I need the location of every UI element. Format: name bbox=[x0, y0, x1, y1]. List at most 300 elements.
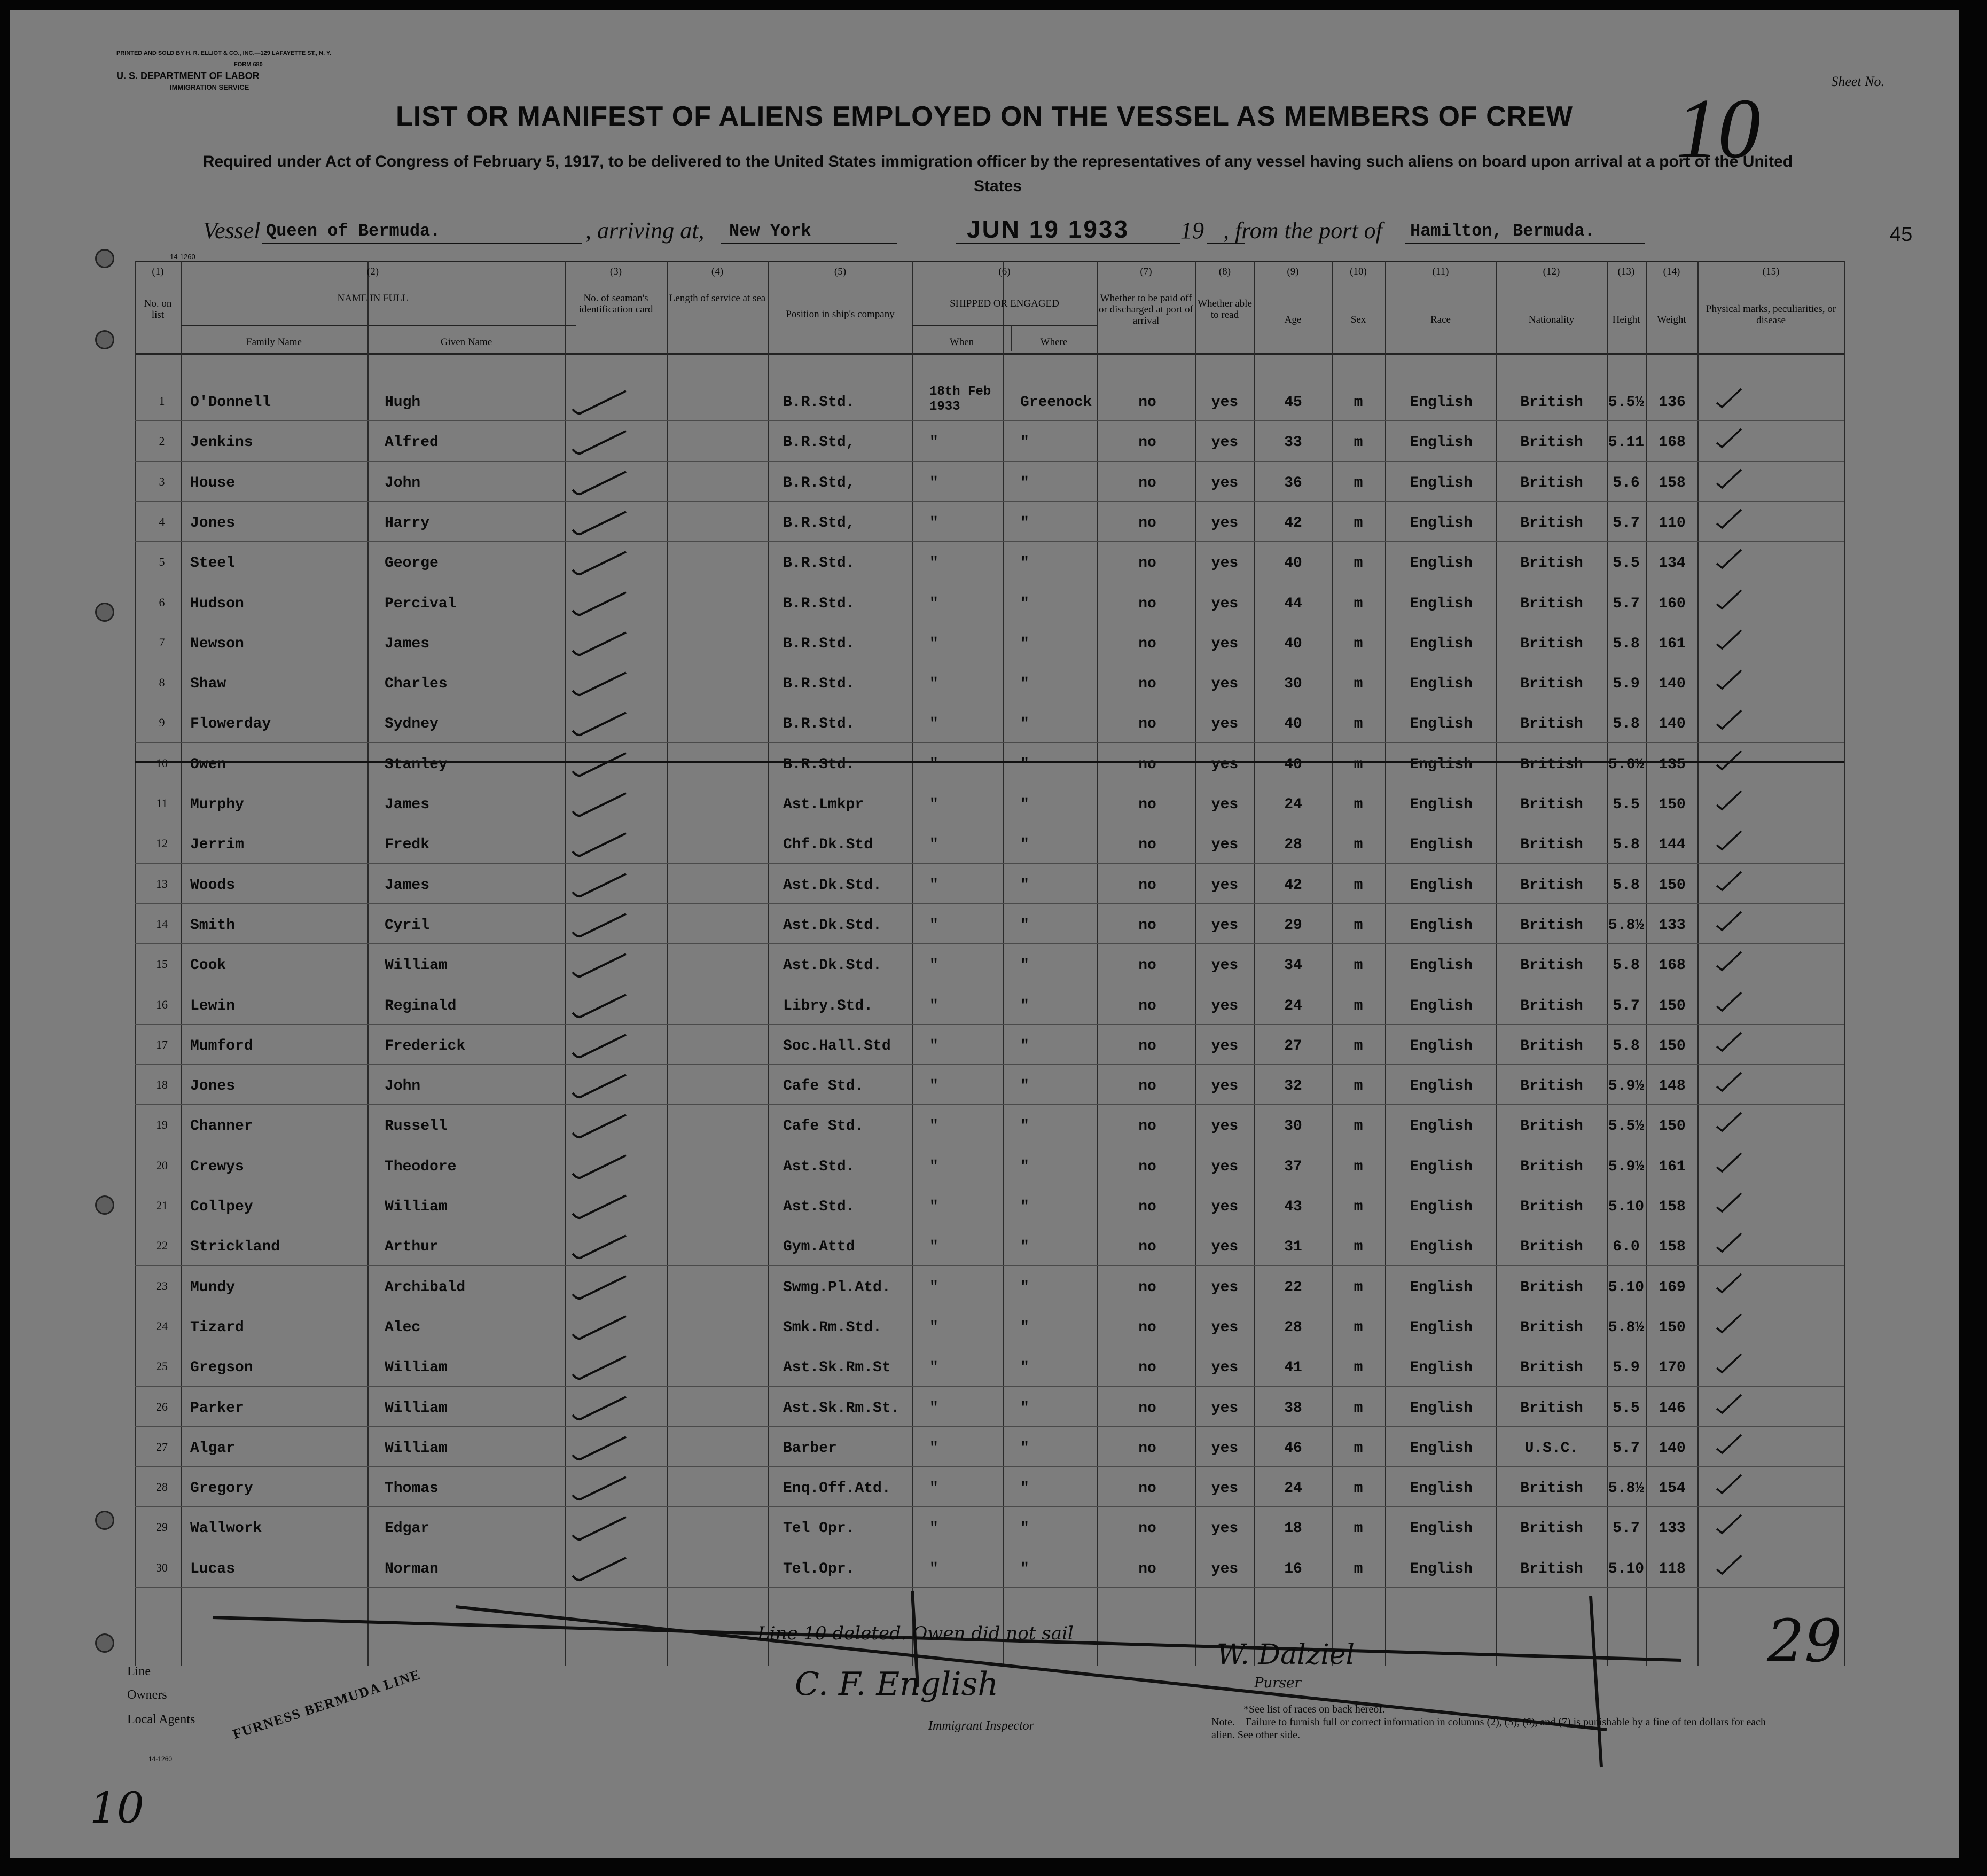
column-number-c14: (14) bbox=[1663, 266, 1680, 277]
row-24-height: 5.8½ bbox=[1608, 1319, 1645, 1336]
row-4-weight: 110 bbox=[1659, 514, 1686, 531]
row-20-no: 20 bbox=[156, 1158, 168, 1172]
row-19-sex: m bbox=[1354, 1118, 1363, 1135]
row-rule bbox=[135, 1506, 1844, 1507]
row-23-where: " bbox=[1020, 1279, 1029, 1296]
row-8-height: 5.9 bbox=[1613, 676, 1640, 693]
row-11-race: English bbox=[1410, 796, 1473, 813]
row-17-given: Frederick bbox=[385, 1037, 466, 1054]
column-rule bbox=[1254, 261, 1255, 1666]
row-20-paid: no bbox=[1138, 1158, 1156, 1175]
printer-imprint bbox=[116, 48, 331, 93]
row-23-weight: 169 bbox=[1659, 1279, 1686, 1296]
row-28-when: " bbox=[929, 1480, 938, 1497]
row-19-weight: 150 bbox=[1659, 1118, 1686, 1135]
row-11-sex: m bbox=[1354, 796, 1363, 813]
row-17-where: " bbox=[1020, 1037, 1029, 1054]
row-13-no: 13 bbox=[156, 877, 168, 890]
deletion-note: Line 10 deleted. Owen did not sail bbox=[757, 1623, 1074, 1644]
row-21-position: Ast.Std. bbox=[783, 1199, 855, 1215]
row-17-position: Soc.Hall.Std bbox=[783, 1037, 891, 1054]
row-2-nationality: British bbox=[1520, 434, 1583, 451]
row-13-position: Ast.Dk.Std. bbox=[783, 877, 882, 894]
row-8-nationality: British bbox=[1520, 676, 1583, 693]
row-6-age: 44 bbox=[1284, 595, 1302, 612]
physical-marks-check-icon bbox=[1714, 1553, 1746, 1578]
row-15-race: English bbox=[1410, 957, 1473, 974]
name-split-rule bbox=[367, 325, 369, 351]
row-9-weight: 140 bbox=[1659, 716, 1686, 733]
row-13-when: " bbox=[929, 877, 938, 894]
id-card-check-icon bbox=[570, 830, 629, 860]
row-9-race: English bbox=[1410, 716, 1473, 733]
row-23-family: Mundy bbox=[190, 1279, 236, 1296]
row-28-race: English bbox=[1410, 1480, 1473, 1497]
family-name-header: Family Name bbox=[246, 337, 302, 348]
row-7-where: " bbox=[1020, 635, 1029, 652]
row-26-nationality: British bbox=[1520, 1400, 1583, 1417]
row-15-position: Ast.Dk.Std. bbox=[783, 957, 882, 974]
row-30-where: " bbox=[1020, 1560, 1029, 1577]
row-30-when: " bbox=[929, 1560, 938, 1577]
row-9-when: " bbox=[929, 716, 938, 733]
row-1-where: Greenock bbox=[1020, 394, 1092, 411]
row-19-paid: no bbox=[1138, 1118, 1156, 1135]
row-5-when: " bbox=[929, 555, 938, 572]
physical-marks-check-icon bbox=[1714, 1272, 1746, 1296]
column-header-c9: Age bbox=[1284, 314, 1302, 325]
row-6-nationality: British bbox=[1520, 595, 1583, 612]
row-22-paid: no bbox=[1138, 1239, 1156, 1256]
row-10-race: English bbox=[1410, 756, 1473, 773]
row-30-age: 16 bbox=[1284, 1560, 1302, 1577]
from-label: , from the port of bbox=[1223, 217, 1382, 244]
row-25-sex: m bbox=[1354, 1359, 1363, 1377]
column-rule bbox=[1332, 261, 1333, 1666]
arriving-port: New York bbox=[729, 221, 811, 241]
row-11-height: 5.5 bbox=[1613, 796, 1640, 813]
row-2-given: Alfred bbox=[385, 434, 439, 451]
name-header-rule bbox=[181, 325, 576, 326]
row-5-where: " bbox=[1020, 555, 1029, 572]
row-20-given: Theodore bbox=[385, 1158, 457, 1175]
row-3-when: " bbox=[929, 474, 938, 491]
row-29-sex: m bbox=[1354, 1520, 1363, 1537]
row-24-where: " bbox=[1020, 1319, 1029, 1336]
row-1-given: Hugh bbox=[385, 394, 421, 411]
row-19-when: " bbox=[929, 1118, 938, 1135]
row-18-position: Cafe Std. bbox=[783, 1078, 864, 1095]
row-30-sex: m bbox=[1354, 1560, 1363, 1577]
row-25-read: yes bbox=[1211, 1359, 1239, 1377]
row-2-race: English bbox=[1410, 434, 1473, 451]
row-25-family: Gregson bbox=[190, 1359, 253, 1377]
row-8-age: 30 bbox=[1284, 676, 1302, 693]
physical-marks-check-icon bbox=[1714, 1030, 1746, 1055]
id-card-check-icon bbox=[570, 509, 629, 538]
physical-marks-check-icon bbox=[1714, 870, 1746, 894]
row-5-no: 5 bbox=[159, 555, 165, 569]
row-12-position: Chf.Dk.Std bbox=[783, 837, 873, 854]
row-16-position: Libry.Std. bbox=[783, 997, 873, 1014]
row-15-height: 5.8 bbox=[1613, 957, 1640, 974]
physical-marks-check-icon bbox=[1714, 789, 1746, 814]
page-subtitle: Required under Act of Congress of February 5, 1917, to be delivered to the United States immigration officer by the representatives of any vessel having such aliens on board upon arrival at a port of the United States bbox=[202, 153, 1793, 195]
row-12-no: 12 bbox=[156, 837, 168, 850]
row-10-sex: m bbox=[1354, 756, 1363, 773]
id-card-check-icon bbox=[570, 1072, 629, 1101]
row-18-given: John bbox=[385, 1078, 421, 1095]
row-14-when: " bbox=[929, 917, 938, 934]
punch-hole bbox=[95, 1511, 114, 1530]
row-5-nationality: British bbox=[1520, 555, 1583, 572]
row-15-sex: m bbox=[1354, 957, 1363, 974]
id-card-check-icon bbox=[570, 1152, 629, 1182]
column-rule bbox=[667, 261, 668, 1666]
row-26-paid: no bbox=[1138, 1400, 1156, 1417]
row-7-nationality: British bbox=[1520, 635, 1583, 652]
id-card-check-icon bbox=[570, 428, 629, 458]
row-4-position: B.R.Std, bbox=[783, 514, 855, 531]
id-card-check-icon bbox=[570, 1232, 629, 1262]
row-5-read: yes bbox=[1211, 555, 1239, 572]
punch-hole bbox=[95, 330, 114, 349]
row-28-nationality: British bbox=[1520, 1480, 1583, 1497]
row-25-age: 41 bbox=[1284, 1359, 1302, 1377]
form-code: 14-1260 bbox=[170, 253, 195, 261]
id-card-check-icon bbox=[570, 790, 629, 820]
owners-label: Owners bbox=[127, 1688, 167, 1702]
row-29-race: English bbox=[1410, 1520, 1473, 1537]
row-21-nationality: British bbox=[1520, 1199, 1583, 1215]
row-4-nationality: British bbox=[1520, 514, 1583, 531]
column-rule bbox=[181, 261, 182, 1666]
row-9-paid: no bbox=[1138, 716, 1156, 733]
row-16-family: Lewin bbox=[190, 997, 236, 1014]
row-1-family: O'Donnell bbox=[190, 394, 271, 411]
row-12-family: Jerrim bbox=[190, 837, 244, 854]
row-20-weight: 161 bbox=[1659, 1158, 1686, 1175]
row-19-race: English bbox=[1410, 1118, 1473, 1135]
id-card-check-icon bbox=[570, 1474, 629, 1504]
row-16-no: 16 bbox=[156, 997, 168, 1011]
row-1-paid: no bbox=[1138, 394, 1156, 411]
id-card-check-icon bbox=[570, 991, 629, 1021]
row-1-weight: 136 bbox=[1659, 394, 1686, 411]
row-23-paid: no bbox=[1138, 1279, 1156, 1296]
row-20-when: " bbox=[929, 1158, 938, 1175]
row-2-where: " bbox=[1020, 434, 1029, 451]
row-4-race: English bbox=[1410, 514, 1473, 531]
physical-marks-check-icon bbox=[1714, 467, 1746, 492]
row-30-race: English bbox=[1410, 1560, 1473, 1577]
row-30-given: Norman bbox=[385, 1560, 439, 1577]
row-12-race: English bbox=[1410, 837, 1473, 854]
row-24-read: yes bbox=[1211, 1319, 1239, 1336]
physical-marks-check-icon bbox=[1714, 1513, 1746, 1537]
id-card-check-icon bbox=[570, 1514, 629, 1544]
row-3-race: English bbox=[1410, 474, 1473, 491]
row-24-weight: 150 bbox=[1659, 1319, 1686, 1336]
row-14-family: Smith bbox=[190, 917, 236, 934]
row-18-where: " bbox=[1020, 1078, 1029, 1095]
column-number-c5: (5) bbox=[834, 266, 847, 277]
row-23-position: Swmg.Pl.Atd. bbox=[783, 1279, 891, 1296]
row-30-family: Lucas bbox=[190, 1560, 236, 1577]
row-18-sex: m bbox=[1354, 1078, 1363, 1095]
row-10-when: " bbox=[929, 756, 938, 773]
row-20-family: Crewys bbox=[190, 1158, 244, 1175]
row-21-sex: m bbox=[1354, 1199, 1363, 1215]
row-19-family: Channer bbox=[190, 1118, 253, 1135]
physical-marks-check-icon bbox=[1714, 829, 1746, 854]
row-30-position: Tel.Opr. bbox=[783, 1560, 855, 1577]
row-24-race: English bbox=[1410, 1319, 1473, 1336]
purser-label: Purser bbox=[1254, 1675, 1301, 1691]
row-9-where: " bbox=[1020, 716, 1029, 733]
row-24-nationality: British bbox=[1520, 1319, 1583, 1336]
row-4-height: 5.7 bbox=[1613, 514, 1640, 531]
row-4-no: 4 bbox=[159, 514, 165, 528]
company-stamp: FURNESS BERMUDA LINE bbox=[231, 1666, 423, 1742]
row-26-race: English bbox=[1410, 1400, 1473, 1417]
penalty-note: Note.—Failure to furnish full or correct information in columns (2), (5), (6), and (7) is punishable by a fine of ten dollars for each alien. See other side. bbox=[1211, 1716, 1766, 1741]
row-24-position: Smk.Rm.Std. bbox=[783, 1319, 882, 1336]
row-11-paid: no bbox=[1138, 796, 1156, 813]
row-3-position: B.R.Std, bbox=[783, 474, 855, 491]
row-13-height: 5.8 bbox=[1613, 877, 1640, 894]
row-26-family: Parker bbox=[190, 1400, 244, 1417]
column-number-c6: (6) bbox=[998, 266, 1011, 277]
physical-marks-check-icon bbox=[1714, 1433, 1746, 1457]
row-14-given: Cyril bbox=[385, 917, 430, 934]
column-number-c9: (9) bbox=[1287, 266, 1299, 277]
id-card-check-icon bbox=[570, 709, 629, 739]
row-10-read: yes bbox=[1211, 756, 1239, 773]
row-9-age: 40 bbox=[1284, 716, 1302, 733]
row-8-where: " bbox=[1020, 676, 1029, 693]
row-14-read: yes bbox=[1211, 917, 1239, 934]
row-27-where: " bbox=[1020, 1440, 1029, 1457]
column-rule bbox=[1385, 261, 1386, 1666]
row-27-no: 27 bbox=[156, 1440, 168, 1453]
row-23-age: 22 bbox=[1284, 1279, 1302, 1296]
row-14-no: 14 bbox=[156, 917, 168, 931]
column-header-c15: Physical marks, peculiarities, or disease bbox=[1706, 303, 1836, 326]
row-19-given: Russell bbox=[385, 1118, 448, 1135]
row-6-where: " bbox=[1020, 595, 1029, 612]
row-26-height: 5.5 bbox=[1613, 1400, 1640, 1417]
column-number-c12: (12) bbox=[1543, 266, 1560, 277]
physical-marks-check-icon bbox=[1714, 910, 1746, 934]
row-11-weight: 150 bbox=[1659, 796, 1686, 813]
row-14-position: Ast.Dk.Std. bbox=[783, 917, 882, 934]
physical-marks-check-icon bbox=[1714, 628, 1746, 653]
row-10-where: " bbox=[1020, 756, 1029, 773]
physical-marks-check-icon bbox=[1714, 668, 1746, 693]
row-12-weight: 144 bbox=[1659, 837, 1686, 854]
row-2-read: yes bbox=[1211, 434, 1239, 451]
shipped-header-rule bbox=[912, 325, 1097, 326]
manifest-sheet bbox=[10, 10, 1959, 1858]
id-card-check-icon bbox=[570, 1554, 629, 1584]
row-3-given: John bbox=[385, 474, 421, 491]
column-rule bbox=[912, 261, 913, 1666]
purser-signature: W. Dalziel bbox=[1217, 1639, 1355, 1671]
column-number-c4: (4) bbox=[711, 266, 724, 277]
row-11-nationality: British bbox=[1520, 796, 1583, 813]
row-6-weight: 160 bbox=[1659, 595, 1686, 612]
row-rule bbox=[135, 742, 1844, 743]
row-22-where: " bbox=[1020, 1239, 1029, 1256]
row-16-race: English bbox=[1410, 997, 1473, 1014]
row-14-race: English bbox=[1410, 917, 1473, 934]
punch-hole bbox=[95, 603, 114, 622]
row-22-family: Strickland bbox=[190, 1239, 280, 1256]
row-8-when: " bbox=[929, 676, 938, 693]
row-21-read: yes bbox=[1211, 1199, 1239, 1215]
row-12-paid: no bbox=[1138, 837, 1156, 854]
row-25-no: 25 bbox=[156, 1359, 168, 1373]
row-22-age: 31 bbox=[1284, 1239, 1302, 1256]
row-15-age: 34 bbox=[1284, 957, 1302, 974]
row-rule bbox=[135, 1265, 1844, 1266]
printer-line: PRINTED AND SOLD BY H. R. ELLIOT & CO., INC.—129 LAFAYETTE ST., N. Y. bbox=[116, 50, 332, 57]
column-rule bbox=[1844, 261, 1845, 1666]
row-28-no: 28 bbox=[156, 1480, 168, 1494]
row-5-height: 5.5 bbox=[1613, 555, 1640, 572]
row-28-family: Gregory bbox=[190, 1480, 253, 1497]
row-29-nationality: British bbox=[1520, 1520, 1583, 1537]
row-8-family: Shaw bbox=[190, 676, 226, 693]
row-22-no: 22 bbox=[156, 1239, 168, 1253]
column-number-c10: (10) bbox=[1350, 266, 1367, 277]
row-4-where: " bbox=[1020, 514, 1029, 531]
row-4-family: Jones bbox=[190, 514, 236, 531]
punch-hole bbox=[95, 249, 114, 268]
id-card-check-icon bbox=[570, 951, 629, 981]
column-header-c11: Race bbox=[1430, 314, 1451, 325]
row-24-paid: no bbox=[1138, 1319, 1156, 1336]
footer-note bbox=[1211, 1703, 1788, 1741]
row-8-race: English bbox=[1410, 676, 1473, 693]
row-5-age: 40 bbox=[1284, 555, 1302, 572]
row-20-sex: m bbox=[1354, 1158, 1363, 1175]
row-3-sex: m bbox=[1354, 474, 1363, 491]
row-rule bbox=[135, 420, 1844, 421]
row-rule bbox=[135, 1587, 1844, 1588]
row-11-position: Ast.Lmkpr bbox=[783, 796, 864, 813]
row-16-paid: no bbox=[1138, 997, 1156, 1014]
punch-hole bbox=[95, 1633, 114, 1653]
department-name: U. S. DEPARTMENT OF LABOR bbox=[116, 71, 260, 81]
row-3-height: 5.6 bbox=[1613, 474, 1640, 491]
row-27-when: " bbox=[929, 1440, 938, 1457]
row-27-paid: no bbox=[1138, 1440, 1156, 1457]
row-29-paid: no bbox=[1138, 1520, 1156, 1537]
row-9-given: Sydney bbox=[385, 716, 439, 733]
row-22-when: " bbox=[929, 1239, 938, 1256]
column-number-c3: (3) bbox=[609, 266, 622, 277]
row-18-family: Jones bbox=[190, 1078, 236, 1095]
column-number-c13: (13) bbox=[1617, 266, 1635, 277]
physical-marks-check-icon bbox=[1714, 548, 1746, 572]
row-27-height: 5.7 bbox=[1613, 1440, 1640, 1457]
vessel-label: Vessel bbox=[203, 217, 261, 244]
row-28-sex: m bbox=[1354, 1480, 1363, 1497]
row-11-given: James bbox=[385, 796, 430, 813]
row-5-sex: m bbox=[1354, 555, 1363, 572]
row-15-nationality: British bbox=[1520, 957, 1583, 974]
row-13-family: Woods bbox=[190, 877, 236, 894]
id-card-check-icon bbox=[570, 871, 629, 901]
row-28-read: yes bbox=[1211, 1480, 1239, 1497]
row-11-read: yes bbox=[1211, 796, 1239, 813]
row-30-weight: 118 bbox=[1659, 1560, 1686, 1577]
row-1-read: yes bbox=[1211, 394, 1239, 411]
row-18-weight: 148 bbox=[1659, 1078, 1686, 1095]
row-29-where: " bbox=[1020, 1520, 1029, 1537]
arriving-label: , arriving at, bbox=[585, 217, 705, 244]
row-13-given: James bbox=[385, 877, 430, 894]
row-19-position: Cafe Std. bbox=[783, 1118, 864, 1135]
row-4-given: Harry bbox=[385, 514, 430, 531]
row-7-given: James bbox=[385, 635, 430, 652]
row-19-no: 19 bbox=[156, 1118, 168, 1132]
row-27-nationality: U.S.C. bbox=[1524, 1440, 1579, 1457]
row-15-paid: no bbox=[1138, 957, 1156, 974]
row-19-read: yes bbox=[1211, 1118, 1239, 1135]
physical-marks-check-icon bbox=[1714, 1070, 1746, 1095]
row-13-weight: 150 bbox=[1659, 877, 1686, 894]
row-21-weight: 158 bbox=[1659, 1199, 1686, 1215]
row-11-where: " bbox=[1020, 796, 1029, 813]
id-card-check-icon bbox=[570, 1273, 629, 1303]
row-6-read: yes bbox=[1211, 595, 1239, 612]
row-rule bbox=[135, 1466, 1844, 1467]
row-17-no: 17 bbox=[156, 1037, 168, 1051]
id-card-check-icon bbox=[570, 1353, 629, 1383]
row-rule bbox=[135, 541, 1844, 542]
id-card-check-icon bbox=[570, 549, 629, 579]
row-20-position: Ast.Std. bbox=[783, 1158, 855, 1175]
row-26-where: " bbox=[1020, 1400, 1029, 1417]
id-card-check-icon bbox=[570, 911, 629, 941]
column-number-c7: (7) bbox=[1140, 266, 1152, 277]
row-7-race: English bbox=[1410, 635, 1473, 652]
row-16-nationality: British bbox=[1520, 997, 1583, 1014]
row-16-age: 24 bbox=[1284, 997, 1302, 1014]
column-rule bbox=[768, 261, 769, 1666]
row-20-height: 5.9½ bbox=[1608, 1158, 1645, 1175]
row-30-no: 30 bbox=[156, 1560, 168, 1574]
row-21-given: William bbox=[385, 1199, 448, 1215]
row-14-age: 29 bbox=[1284, 917, 1302, 934]
row-27-position: Barber bbox=[783, 1440, 837, 1457]
vessel-line bbox=[203, 217, 1645, 249]
row-5-paid: no bbox=[1138, 555, 1156, 572]
row-17-age: 27 bbox=[1284, 1037, 1302, 1054]
row-2-paid: no bbox=[1138, 434, 1156, 451]
row-26-read: yes bbox=[1211, 1400, 1239, 1417]
row-11-age: 24 bbox=[1284, 796, 1302, 813]
column-header-c7: Whether to be paid off or discharged at port of arrival bbox=[1099, 293, 1193, 326]
row-30-nationality: British bbox=[1520, 1560, 1583, 1577]
row-rule bbox=[135, 501, 1844, 502]
row-6-height: 5.7 bbox=[1613, 595, 1640, 612]
row-28-age: 24 bbox=[1284, 1480, 1302, 1497]
row-10-height: 5.6½ bbox=[1608, 756, 1645, 773]
